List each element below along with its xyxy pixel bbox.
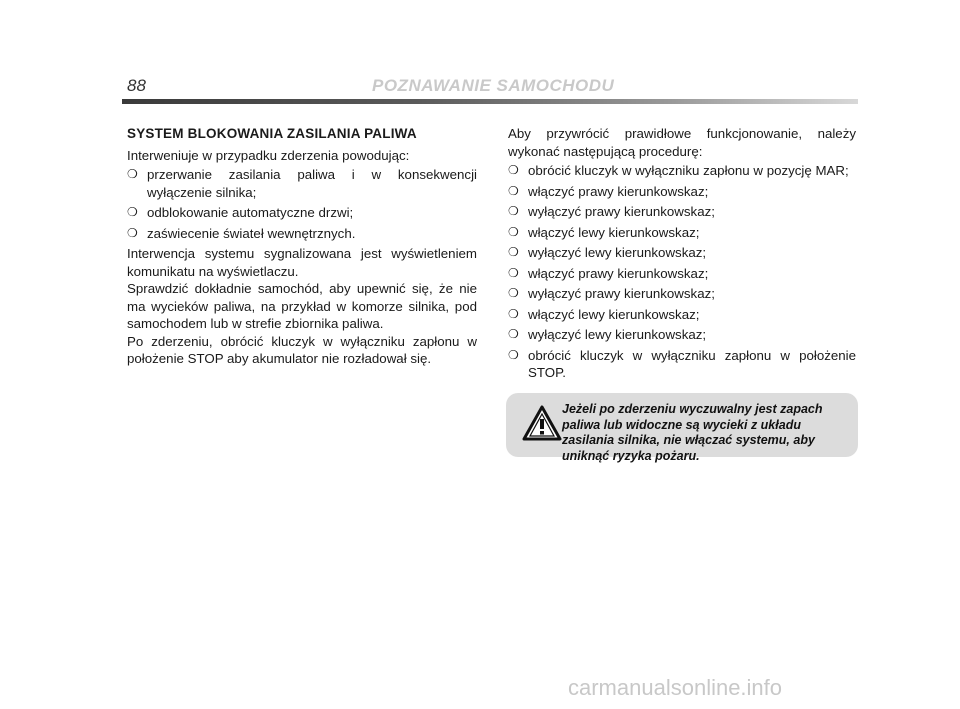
- bullet-icon: ❍: [508, 286, 519, 300]
- bullet-icon: ❍: [127, 225, 138, 240]
- paragraph: Po zderzeniu, obrócić kluczyk w wyłączniku zapłonu w położenie STOP aby akumulator nie rozładował się.: [127, 333, 477, 366]
- list-item: ❍ przerwanie zasilania paliwa i w konsekwencji wyłączenie silnika;: [127, 167, 477, 200]
- list-item: ❍ włączyć prawy kierunkowskaz;: [508, 265, 709, 281]
- list-item: ❍ wyłączyć lewy kierunkowskaz;: [508, 245, 707, 260]
- paragraph: Interwencja systemu sygnalizowana jest wyświetleniem komunikatu na wyświetlaczu.: [127, 246, 477, 279]
- list-item: ❍ włączyć lewy kierunkowskaz;: [508, 306, 700, 322]
- bullet-icon: ❍: [508, 265, 519, 280]
- list-item: ❍ włączyć lewy kierunkowskaz;: [508, 224, 700, 240]
- bullet-icon: ❍: [508, 347, 519, 362]
- warning-text: Jeżeli po zderzeniu wyczuwalny jest zapach paliwa lub widoczne są wycieki z układu zasilania silnika, nie włączać systemu, aby uniknąć ryzyka pożaru.: [562, 402, 823, 463]
- header-rule: [122, 99, 858, 104]
- left-column: [127, 125, 477, 368]
- list-item: ❍ wyłączyć prawy kierunkowskaz;: [508, 286, 715, 301]
- warning-box: [506, 393, 858, 463]
- list-item: ❍ wyłączyć lewy kierunkowskaz;: [508, 327, 707, 342]
- section-heading: SYSTEM BLOKOWANIA ZASILANIA PALIWA: [127, 126, 417, 141]
- bullet-icon: ❍: [508, 306, 519, 321]
- page-number: 88: [127, 76, 146, 95]
- paragraph: Sprawdzić dokładnie samochód, aby upewnić się, że nie ma wycieków paliwa, na przykład w komorze silnika, pod samochodem lub w strefie zbiornika paliwa.: [127, 281, 477, 331]
- list-item: ❍ obrócić kluczyk w wyłączniku zapłonu w położenie STOP.: [508, 347, 856, 380]
- list-item: ❍ wyłączyć prawy kierunkowskaz;: [508, 204, 715, 219]
- bullet-icon: ❍: [508, 204, 519, 218]
- bullet-icon: ❍: [508, 245, 519, 259]
- list-item: ❍ odblokowanie automatyczne drzwi;: [127, 205, 354, 220]
- bullet-icon: ❍: [508, 183, 519, 198]
- list-item: ❍ włączyć prawy kierunkowskaz;: [508, 183, 709, 199]
- bullet-icon: ❍: [127, 205, 138, 219]
- bullet-icon: ❍: [127, 167, 138, 181]
- warning-triangle-icon: [522, 405, 562, 441]
- bullet-icon: ❍: [508, 327, 519, 341]
- list-item: ❍ obrócić kluczyk w wyłączniku zapłonu w pozycję MAR;: [508, 163, 849, 178]
- right-column: [508, 125, 856, 385]
- running-title: POZNAWANIE SAMOCHODU: [372, 76, 615, 95]
- intro-text: Interweniuje w przypadku zderzenia powodując:: [127, 147, 410, 163]
- procedure-intro: Aby przywrócić prawidłowe funkcjonowanie, należy wykonać następującą procedurę:: [508, 126, 856, 159]
- watermark: carmanualsonline.info: [568, 675, 783, 700]
- bullet-icon: ❍: [508, 224, 519, 239]
- procedure-list: [508, 162, 856, 382]
- effects-list: [127, 166, 477, 242]
- list-item: ❍ zaświecenie świateł wewnętrznych.: [127, 225, 356, 241]
- bullet-icon: ❍: [508, 163, 519, 177]
